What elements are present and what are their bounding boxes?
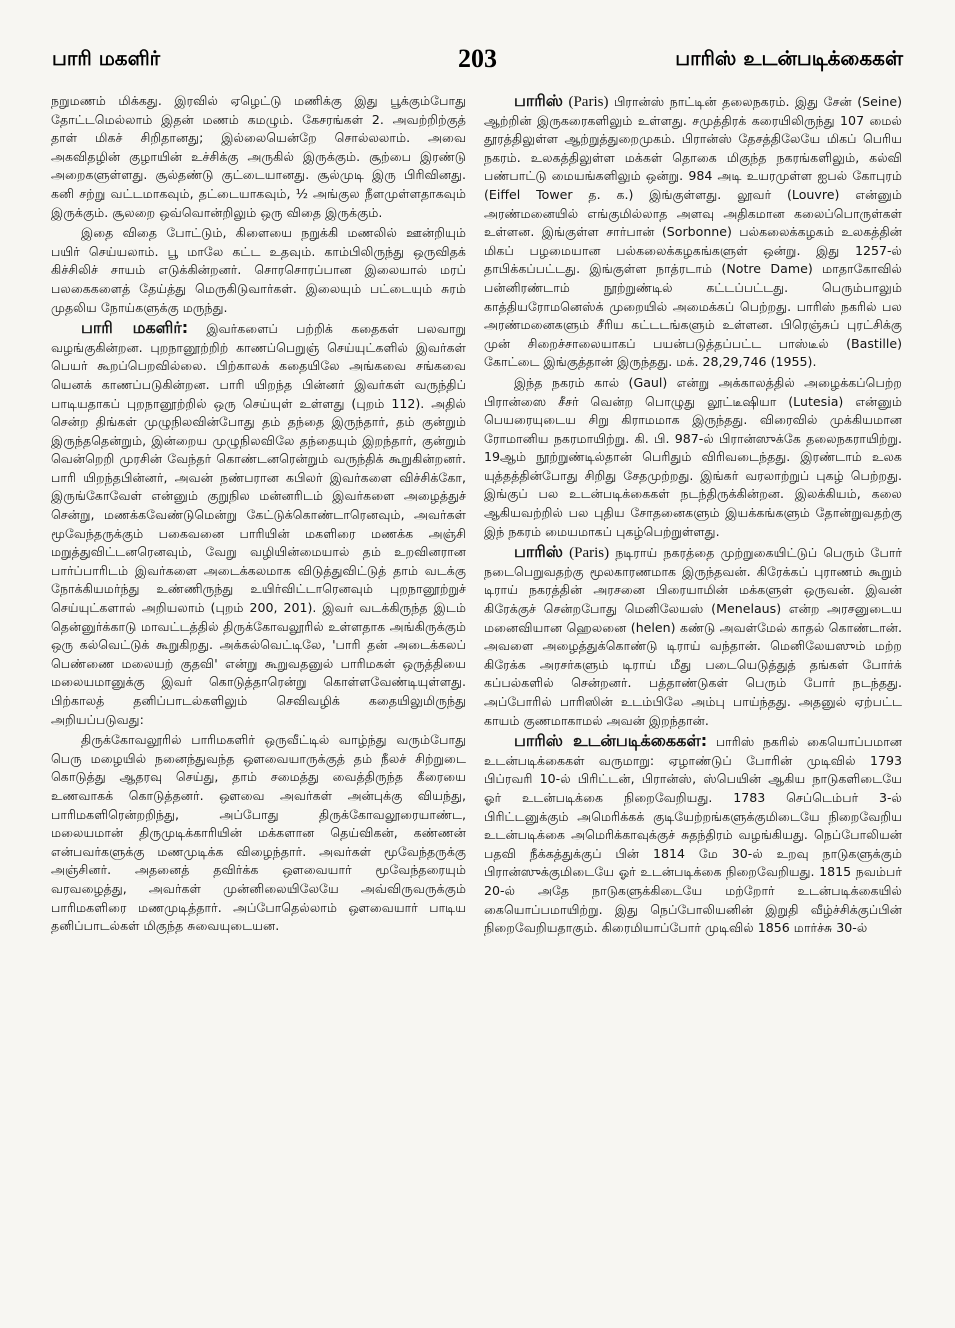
left-column <box>51 92 466 936</box>
entry-heading-english: (Paris) <box>569 545 610 562</box>
right-column <box>484 92 902 938</box>
entry-heading-english: (Paris) <box>568 94 609 110</box>
entry-heading: பாரிஸ் <box>514 91 563 110</box>
entry-body: பிரான்ஸ் நாட்டின் தலைநகரம். இது சேன் (Seine) ஆற்றின் இருகரைகளிலும் உள்ளது. சமுத்திரக் கரையிலிருந்து 107 மைல் தூரத்திலுள்ள ஆற்றுத்துறைமுகம். பிரான்ஸ் தேசத்திலேயே மிகப் பெரிய நகரம். உலகத்திலுள்ள மக்கள் தொகை மிகுந்த நகரங்களிலும், கல்வி பண்பாட்டு மையங்களிலும் ஒன்று. 984 அடி உயரமுள்ள ஐபல் கோபுரம் (Eiffel Tower த. க.) இங்குள்ளது. லூவர் (Louvre) என்னும் அரண்மனையில் எங்குமில்லாத அளவு அதிகமான கலைப்பொருள்கள் உள்ளன. இங்குள்ள சார்பான் (Sorbonne) பல்கலைக்கழகம் உலகத்தின் மிகப் பழமையான பல்கலைக்கழகங்களுள் ஒன்று. இது 1257-ல் தாபிக்கப்பட்டது. இங்குள்ள நாத்ரடாம் (Notre Dame) மாதாகோவில் பன்னிரண்டாம் நூற்றுண்டில் கட்டப்பட்டது. பெரும்பாலும் காத்தியரோமனெஸ்க் முறையில் அமைக்கப் பெற்றது. பாரிஸ் நகரில் பல அரண்மனைகளும் சீரிய கட்டடங்களும் உள்ளன. பிரெஞ்சுப் புரட்சிக்கு முன் சிறைச்சாலையாகப் பயன்படுத்தப்பட்ட பாஸ்டீல் (Bastille) கோட்டை இங்குத்தான் இருந்தது. மக். 28,29,746 (1955). <box>484 94 902 370</box>
entry-pari-magalir <box>51 319 466 729</box>
entry-heading: பாரிஸ் உடன்படிக்கைகள்: <box>514 731 708 751</box>
left-paragraph-1: நறுமணம் மிக்கது. இரவில் ஏழெட்டு மணிக்கு இது பூக்கும்போது தோட்டமெல்லாம் இதன் மணம் கமழும். கேசரங்கள் 2. அவற்றிற்குத் தாள் மிகச் சிறிதானது; இல்லையென்றே சொல்லலாம். அவை அகவிதழின் குழாயின் உச்சிக்கு அருகில் இருக்கும். சூற்பை இரண்டு அறைகளுள்ளது. சூல்தண்டு குட்டையானது. சூல்முடி இரு பிரிவினது. கனி சற்று வட்டமாகவும், தட்டையாகவும், ½ அங்குல நீளமுள்ளதாகவும் இருக்கும். சூலறை ஒவ்வொன்றிலும் ஒரு விதை இருக்கும். <box>51 93 466 220</box>
entry-paris-person <box>484 543 902 730</box>
running-head-right: பாரிஸ் உடன்படிக்கைகள் <box>675 46 903 70</box>
entry-heading: பாரிஸ் <box>514 542 563 562</box>
entry-body: நடிராய் நகரத்தை முற்றுகையிட்டுப் பெரும் போர் நடைபெறுவதற்கு மூலகாரணமாக இருந்தவன். கிரேக்கப் புராணம் கூறும் டிராய் நகரத்தின் அரசனை பிரையாமின் மக்களுள் ஒருவன். இவன் கிரேக்குச் சென்றபோது மெனிலேயஸ் (Menelaus) என்ற அரசனுடைய மனைவியான ஹெலனை (helen) கண்டு அவள்மேல் காதல் கொண்டான். அவளை அழைத்துக்கொண்டு டிராய் வந்தான். மெனிலேயஸும் மற்ற கிரேக்க அரசர்களும் டிராய் மீது படையெடுத்துத் தங்கள் போர்க் கப்பல்களில் சென்றனர். பத்தாண்டுகள் பெரும் போர் நடந்தது. அப்போரில் பாரிஸின் உடம்பிலே அம்பு பாய்ந்தது. அதனுல் ஏற்பட்ட காயம் குணமாகாமல் அவன் இறந்தான். <box>484 545 902 728</box>
running-head-left: பாரி மகளிர் <box>52 46 161 70</box>
entry-heading: பாரி மகளிர்: <box>81 318 189 338</box>
right-paragraph-2: இந்த நகரம் கால் (Gaul) என்று அக்காலத்தில் அழைக்கப்பெற்ற பிரான்ஸை சீசர் வென்ற பொழுது லூட்டீஷியா (Lutesia) என்னும் பெயரையுடைய சிறு கிராமமாக இருந்தது. விரைவில் முக்கியமான ரோமானிய நகரமாயிற்று. கி. பி. 987-ல் பிரான்ஸுக்கே தலைநகராயிற்று. 19ஆம் நூற்றுண்டில்தான் பெரிதும் விரிவடைந்தது. இரண்டாம் உலக யுத்தத்தின்போது சிறிது சேதமுற்றது. இங்கர் வரலாற்றுப் புகழ் பெற்றது. இங்குப் பல உடன்படிக்கைகள் நடந்திருக்கின்றன. இலக்கியம், கலை ஆகியவற்றில் பல புதிய சோதனைகளும் இயக்கங்களும் தோன்றுவதற்கு இந் நகரம் மையமாகப் புகழ்பெற்றுள்ளது. <box>484 374 902 539</box>
entry-paris-city <box>484 92 902 372</box>
left-paragraph-2: இதை விதை போட்டும், கிளையை நறுக்கி மணலில் ஊன்றியும் பயிர் செய்யலாம். பூ மாலே கட்ட உதவும். காம்பிலிருந்து ஒருவிதக் கிச்சிலிச் சாயம் எடுக்கின்றனர். சொரசொரப்பான இலையால் மரப் பலகைகளைத் தேய்த்து மெருகிடுவார்கள். இலையும் பட்டையும் சுரம் முதலிய நோய்களுக்கு மருந்து. <box>51 225 466 315</box>
entry-paris-treaties <box>484 732 902 938</box>
entry-body: இவர்களைப் பற்றிக் கதைகள் பலவாறு வழங்குகின்றன. புறநானூற்றிற் காணப்பெறுஞ் செய்யுட்களில் இவர்கள் பெயர் கூறப்பெறவில்லை. பிற்காலக் கதையிலே அங்கவை சங்கவை யெனக் காணப்படுகின்றன. பாரி யிறந்த பின்னர் இவர்கள் வருந்திப் பாடியதாகப் புறநானூற்றில் ஒரு செய்யுள் உள்ளது (புறம் 112). அதில் சென்ற திங்கள் முழுநிலவின்போது தம் தந்தை இருந்தார், தம் குன்றும் இருந்ததென்றும், இன்றைய முழுநிலவிலே தந்தையும் இறந்தார், குன்றும் வென்றெறி முரசின் வேந்தர் கொண்டனரென்றும் வருந்திக் கூறுகின்றனர். பாரி யிறந்தபின்னர், அவன் நண்பரான கபிலர் இவர்களை விச்சிக்கோ, இருங்கோவேள் என்னும் குறுநில மன்னரிடம் இவர்களை அழைத்துச் சென்று, மணக்கவேண்டுமென்று கேட்டுக்கொண்டாரெனவும், அவர்கள் மூவேந்தருக்கும் பகைவனை பாரியின் மகளிரை மணக்க அஞ்சி மறுத்துவிட்டனரெனவும், வேறு வழியின்மையால் தம் உறவினரான பார்ப்பாரிடம் இவர்களை அடைக்கலமாக விடுத்துவிட்டுத் தாம் வடக்கு நோக்கியமர்ந்து உண்ணிருந்து உயிர்விட்டாரெனவும் புறநானூற்றுச் செய்யுட்களால் அறியலாம் (புறம் 200, 201). இவர் வடக்கிருந்த இடம் தென்னுர்க்காடு மாவட்டத்தில் திருக்கோவலூரில் உள்ளதாக அங்கிருக்கும் ஒரு கல்வெட்டுக் கூறுகிறது. அக்கல்வெட்டிலே, 'பாரி தன் அடைக்கலப் பெண்ணை மலையற் குதவி' என்று கூறுவதனுல் பாரிமகள் ஒருத்தியை மலையமானுக்கு இவர் கொடுத்தாரென்று கொள்ளவேண்டியுள்ளது. பிற்காலத் தனிப்பாடல்களிலும் செவிவழிக் கதையிலுமிருந்து அறியப்படுவது: <box>51 321 466 727</box>
left-paragraph-4: திருக்கோவலூரில் பாரிமகளிர் ஒருவீட்டில் வாழ்ந்து வரும்போது பெரு மழையில் நனைந்துவந்த ஔவையாருக்குத் தம் நீலச் சிற்றுடை கொடுத்து ஆதரவு செய்து, தாம் சமைத்து வைத்திருந்த கீரையை உணவாகக் கொடுத்தனர். ஔவை அவர்கள் அன்புக்கு வியந்து, பாரிமகளிரென்றறிந்து, அப்போது திருக்கோவலூரையாண்ட, மலையமான் திருமுடிக்காரியின் மக்களான தெய்விகன், கண்ணன் என்பவர்களுக்கு மணமுடிக்க விழைந்தார். அவர்கள் மூவேந்தருக்கு அஞ்சினர். அதனைத் தவிர்க்க ஔவையார் மூவேந்தரையும் வரவழைத்து, அவர்கள் முன்னிலையிலேயே அவ்விருவருக்கும் பாரிமகளிரை மணமுடித்தார். அப்போதெல்லாம் ஔவையார் பாடிய தனிப்பாடல்கள் மிகுந்த சுவையுடையன. <box>51 732 466 934</box>
page-number: 203 <box>458 44 497 73</box>
entry-body: பாரிஸ் நகரில் கையொப்பமான உடன்படிக்கைகள் வருமாறு: ஏழாண்டுப் போரின் முடிவில் 1793 பிப்ரவரி 10-ல் பிரிட்டன், பிரான்ஸ், ஸ்பெயின் ஆகிய நாடுகளிடையே ஓர் உடன்படிக்கை நிறைவேறியது. 1783 செப்டெம்பர் 3-ல் பிரிட்டனுக்கும் அமெரிக்கக் குடியேற்றங்களுக்குமிடையே நிறைவேறிய உடன்படிக்கை அமெரிக்காவுக்குச் சுதந்திரம் வழங்கியது. நெப்போலியன் பதவி நீக்கத்துக்குப் பின் 1814 மே 30-ல் உறவு நாடுகளுக்கும் பிரான்ஸுக்குமிடையே ஓர் உடன்படிக்கை நிறைவேறியது. 1815 நவம்பர் 20-ல் அதே நாடுகளுக்கிடையே மற்றோர் உடன்படிக்கையில் கையொப்பமாயிற்று. இது நெப்போலியனின் இறுதி வீழ்ச்சிக்குப்பின் நிறைவேறியதாகும். கிரைமியாப்போர் முடிவில் 1856 மார்ச்சு 30-ல் <box>484 734 903 936</box>
